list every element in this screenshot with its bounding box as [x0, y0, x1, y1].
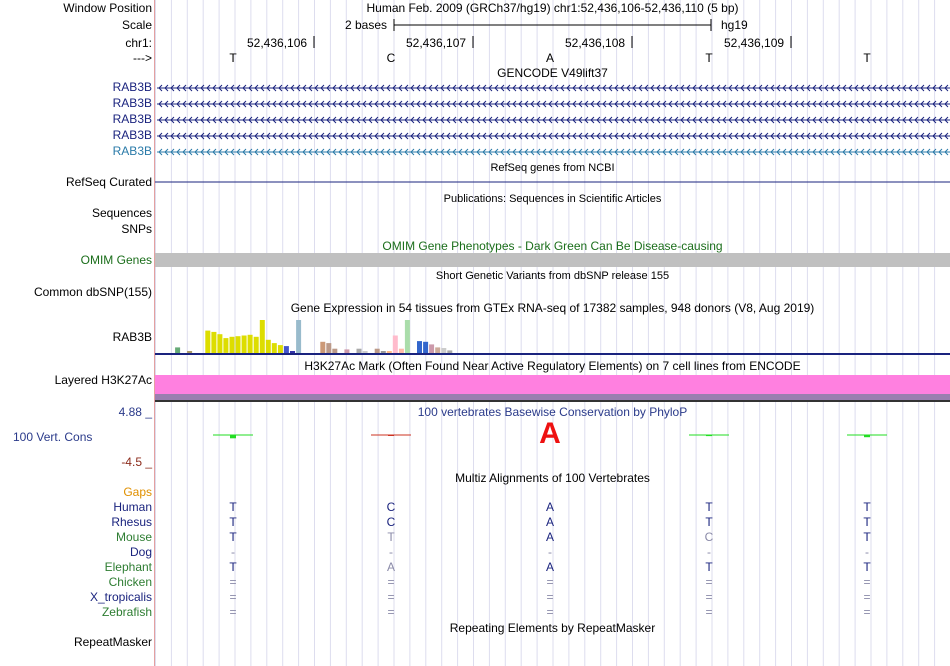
aligned-base: T [705, 515, 713, 529]
label-vert-cons[interactable]: 100 Vert. Cons [13, 430, 93, 444]
label-refseq-curated[interactable]: RefSeq Curated [65, 175, 152, 189]
label-omim-genes[interactable]: OMIM Genes [80, 253, 152, 267]
label-common-dbsnp[interactable]: Common dbSNP(155) [33, 285, 152, 299]
conservation-bar [230, 435, 236, 438]
gencode-transcript-label[interactable]: RAB3B [112, 144, 152, 158]
gtex-bar [405, 320, 410, 353]
aligned-base: = [229, 575, 237, 589]
gtex-bar [284, 346, 289, 353]
label-layered-h3k27ac[interactable]: Layered H3K27Ac [54, 373, 152, 387]
label-sequences[interactable]: Sequences [91, 206, 152, 220]
scale-bar [393, 18, 713, 32]
gtex-bar [393, 336, 398, 354]
aligned-base: A [545, 515, 554, 529]
aligned-base: C [386, 515, 396, 529]
gtex-bar [387, 351, 392, 353]
aligned-base: = [387, 590, 395, 604]
conservation-bar [706, 435, 712, 436]
h3k27ac-signal[interactable] [155, 375, 950, 394]
gtex-bar [278, 345, 283, 353]
coordinate-ticks [155, 35, 950, 49]
label-chromosome: chr1: [125, 36, 152, 50]
gtex-bar [357, 349, 362, 353]
aligned-base: T [229, 560, 237, 574]
aligned-base: T [705, 560, 713, 574]
label-repeatmasker[interactable]: RepeatMasker [73, 635, 152, 649]
reference-base: T [863, 51, 871, 65]
gtex-bar [205, 331, 210, 353]
gtex-bar [260, 320, 265, 353]
aligned-base: T [863, 560, 871, 574]
scale-text: 2 bases [345, 18, 388, 32]
gtex-expression-chart[interactable] [155, 314, 950, 356]
gtex-bar [187, 351, 192, 353]
assembly-position: Human Feb. 2009 (GRCh37/hg19) chr1:52,436,106-52,436,110 (5 bp) [366, 1, 739, 15]
gtex-bar [290, 351, 295, 353]
aligned-base: T [863, 500, 871, 514]
gtex-bar [441, 348, 446, 353]
publications-title: Publications: Sequences in Scientific Articles [443, 193, 662, 205]
label-scale: Scale [121, 18, 152, 32]
aligned-base: - [389, 545, 393, 559]
gtex-bar [248, 335, 253, 353]
label-strand: ---> [133, 51, 152, 65]
gtex-bar [242, 336, 247, 354]
conservation-min: -4.5 _ [121, 455, 152, 469]
refseq-title: RefSeq genes from NCBI [490, 162, 615, 174]
aligned-base: = [387, 575, 395, 589]
omim-title: OMIM Gene Phenotypes - Dark Green Can Be Disease-causing [382, 239, 723, 253]
label-window-position: Window Position [63, 1, 152, 15]
assembly-name: hg19 [721, 18, 748, 32]
gtex-bar [375, 349, 380, 353]
species-label[interactable]: Rhesus [111, 515, 152, 529]
multiz-title: Multiz Alignments of 100 Vertebrates [455, 471, 650, 485]
gtex-bar [344, 349, 349, 353]
gencode-transcript [157, 85, 950, 91]
aligned-base: = [705, 590, 713, 604]
gtex-bar [326, 343, 331, 353]
reference-base: A [545, 51, 554, 65]
gtex-bar [254, 337, 259, 353]
species-label[interactable]: Mouse [115, 530, 152, 544]
label-snps[interactable]: SNPs [121, 222, 152, 236]
aligned-base: = [229, 590, 237, 604]
aligned-base: T [863, 515, 871, 529]
omim-gene-bar[interactable] [155, 253, 950, 267]
gtex-bar [217, 334, 222, 353]
gtex-bar [429, 344, 434, 353]
species-label[interactable]: Dog [129, 545, 152, 559]
aligned-base: = [387, 605, 395, 619]
conservation-base-glyph: A [539, 420, 561, 450]
gencode-title: GENCODE V49lift37 [497, 66, 608, 80]
gtex-bar [320, 342, 325, 353]
aligned-base: = [705, 575, 713, 589]
gtex-bar [363, 351, 368, 353]
gencode-transcript-label[interactable]: RAB3B [112, 80, 152, 94]
conservation-bar [864, 435, 870, 437]
coordinate-1: 52,436,106 [247, 36, 308, 50]
h3k27ac-title: H3K27Ac Mark (Often Found Near Active Regulatory Elements) on 7 cell lines from ENCODE [304, 359, 801, 373]
gtex-bar [266, 340, 271, 353]
species-label[interactable]: X_tropicalis [89, 590, 152, 604]
gtex-bar [435, 347, 440, 353]
aligned-base: T [229, 500, 237, 514]
repeatmasker-title: Repeating Elements by RepeatMasker [449, 621, 656, 635]
gencode-transcript-label[interactable]: RAB3B [112, 128, 152, 142]
aligned-base: - [865, 545, 869, 559]
dbsnp-title: Short Genetic Variants from dbSNP release 155 [435, 270, 670, 282]
conservation-bar [388, 435, 394, 436]
aligned-base: - [231, 545, 235, 559]
aligned-base: C [386, 500, 396, 514]
aligned-base: - [548, 545, 552, 559]
aligned-base: A [545, 500, 554, 514]
aligned-base: = [546, 605, 554, 619]
gencode-transcript [157, 133, 950, 139]
species-label[interactable]: Zebrafish [101, 605, 152, 619]
conservation-title: 100 vertebrates Basewise Conservation by PhyloP [417, 405, 688, 419]
label-gtex-gene[interactable]: RAB3B [112, 330, 152, 344]
aligned-base: T [863, 530, 871, 544]
gtex-title: Gene Expression in 54 tissues from GTEx RNA-seq of 17382 samples, 948 donors (V8, Aug 2019) [290, 301, 815, 315]
aligned-base: A [545, 530, 554, 544]
aligned-base: = [863, 590, 871, 604]
aligned-base: = [863, 605, 871, 619]
species-label[interactable]: Elephant [104, 560, 152, 574]
gtex-bar [223, 338, 228, 353]
gtex-bar [417, 341, 422, 353]
aligned-base: - [707, 545, 711, 559]
aligned-base: T [229, 530, 237, 544]
gtex-bar [447, 350, 452, 353]
aligned-base: C [704, 530, 714, 544]
gencode-transcript [157, 149, 950, 155]
coordinate-3: 52,436,108 [565, 36, 626, 50]
gtex-bar [296, 320, 301, 353]
aligned-base: = [546, 575, 554, 589]
aligned-base: = [229, 605, 237, 619]
aligned-base: A [545, 560, 554, 574]
coordinate-4: 52,436,109 [724, 36, 785, 50]
gencode-transcript-label[interactable]: RAB3B [112, 96, 152, 110]
conservation-max: 4.88 _ [118, 405, 152, 419]
h3k27ac-baseline [155, 400, 950, 402]
gtex-bar [230, 337, 235, 353]
conservation-plot[interactable] [155, 420, 950, 464]
reference-base: T [705, 51, 713, 65]
gencode-transcripts[interactable] [155, 80, 950, 160]
aligned-base: = [863, 575, 871, 589]
gtex-bar [236, 336, 241, 353]
aligned-base: A [386, 560, 395, 574]
aligned-base: T [705, 500, 713, 514]
gencode-transcript [157, 117, 950, 123]
refseq-gene-line[interactable] [155, 180, 950, 184]
aligned-base: = [705, 605, 713, 619]
aligned-base: T [229, 515, 237, 529]
gtex-bar [399, 349, 404, 353]
gtex-bar [381, 351, 386, 353]
gtex-bar [175, 347, 180, 353]
gtex-bar [211, 332, 216, 353]
gencode-transcript-label[interactable]: RAB3B [112, 112, 152, 126]
aligned-base: T [387, 530, 395, 544]
reference-base: T [229, 51, 237, 65]
species-label[interactable]: Human [113, 500, 152, 514]
coordinate-2: 52,436,107 [406, 36, 467, 50]
gtex-bar [423, 342, 428, 353]
reference-base: C [386, 51, 396, 65]
species-label[interactable]: Chicken [108, 575, 152, 589]
aligned-base: = [546, 590, 554, 604]
label-gaps[interactable]: Gaps [123, 485, 152, 499]
gtex-bar [332, 349, 337, 353]
gtex-bar [272, 343, 277, 353]
gencode-transcript [157, 101, 950, 107]
